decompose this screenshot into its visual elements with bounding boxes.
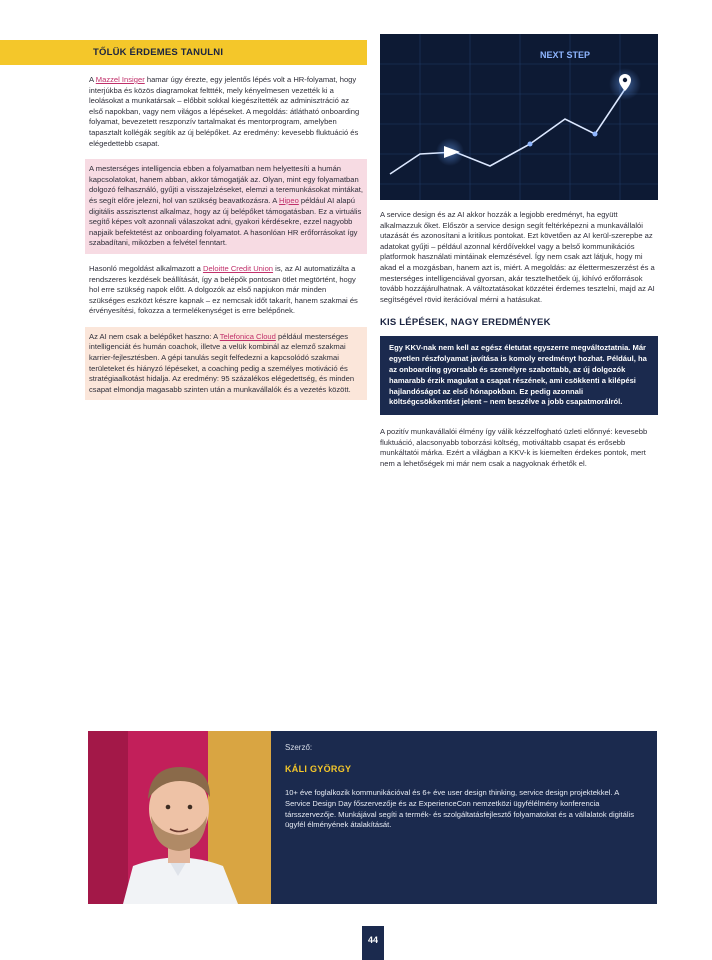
right-column bbox=[380, 40, 658, 470]
journey-map-image bbox=[380, 34, 658, 200]
author-photo bbox=[88, 731, 271, 904]
ai-highlight-box bbox=[85, 159, 367, 254]
callout-box bbox=[380, 336, 658, 415]
paragraph-3 bbox=[89, 264, 363, 317]
page-number: 44 bbox=[362, 926, 384, 960]
inline-link[interactable]: Mazzel Insiger bbox=[95, 75, 145, 84]
network-map-illustration bbox=[380, 34, 658, 200]
text-segment: például mesterséges intelligenciát és humán coachok, illetve a velük kombinál az elemző szakmai karrier-fejlesztésben. A gépi tanulás segít felfedezni a kapcsolódó szakmai területeket és hiányzó lépéseket, a coaching pedig a személyes motiváció és stratégiaalkotást hidalja. Az eredmény: 95 százalékos elégedettség, és minden csapat elmondja magasabb szinten után a munkavállalók és a vezetés között. bbox=[89, 331, 355, 394]
author-bio-card bbox=[88, 731, 657, 904]
callout-text: Egy KKV-nak nem kell az egész életutat egyszerre megváltoztatnia. Már egyetlen részfolyamat javítása is komoly eredményt hozhat. Például, ha az onboarding gyorsabb és személyre szabottabb, az új dolgozók hamarabb érzik magukat a csapat részének, ami csökkenti a kilépési hajlandóságot az első hónapokban. Ez pedig azonnali költségcsökkentést jelent – nem beszélve a jobb csapatmorálról. bbox=[389, 343, 647, 407]
author-description: 10+ éve foglalkozik kommunikációval és 6+ éve user design thinking, service design projektekkel. A Service Design Day főszervezője és az ExperienceCon nemzetközi ügyfélélmény konferencia társszervezője. Munkájával segíti a termék- és szolgáltatásfejlesztő folyamatokat és a vállalatok digitális ügyfél élményének átalakítását. bbox=[285, 788, 635, 830]
text-segment: hamar úgy érezte, egy jelentős lépés volt a HR-folyamat, hogy interjúkba és közös diagramokat felttték, mely kényelmesen vezették ki a leolásokat a munkatársak – előbbit sokkal kiegészítették az adminisztráció az első napokban, vagy nem világos a lépéseket. A megoldás: átlátható onboarding folyamat, bevezetett reszponzív tartalmakat és mentorprogram, amelyben tapasztalt kollégák segítik az új belépőket. Az eredmény: kevesebb fluktuáció és elégedettebb csapat. bbox=[89, 75, 360, 148]
paragraph-1 bbox=[89, 75, 363, 149]
text-segment: A mesterséges intelligencia ebben a folyamatban nem helyettesíti a humán kapcsolatokat, hanem abban, akkor támogatják az. Olyan, mint egy folyamatban dolgozó felhasználó, gyűjti a visszajelzéseket, elemzi a teremunkásokat mintákat, és segít előre jelezni, hol van szükség beavatkozásra. A bbox=[89, 164, 363, 205]
paragraph-4 bbox=[89, 332, 363, 396]
right-paragraph-2: A pozitív munkavállalói élmény így válik kézzelfogható üzleti előnnyé: kevesebb fluktuáció, alacsonyabb toborzási költség, motiváltabb csapat és erősebb munkáltatói márka. Ezért a világban a KKV-k is kiemelten érdekes pontok, mert nem a lehetőségek mi már nem csak a nagyoknak érhetők el. bbox=[380, 427, 648, 468]
author-role: Szerző: bbox=[285, 743, 313, 752]
deloitte-block bbox=[85, 264, 367, 317]
section-heading: TŐLÜK ÉRDEMES TANULNI bbox=[0, 40, 367, 65]
author-name: KÁLI GYÖRGY bbox=[285, 764, 352, 774]
intro-block bbox=[85, 75, 367, 149]
text-segment: is, az AI automatizálta a rendszeres kezdések beállítását, így a belépők pontosan ötlet megtörtént, hogy hol erre szükség napok előtt. A dolgozók az első napjukon már minden szükséges eszközt készre kapnak – ez nemcsak időt takarít, hanem szakmai és érvényesítési, fokozza a termelékenységet is erre belépőnek. bbox=[89, 263, 358, 316]
left-column bbox=[85, 40, 367, 400]
subheading: KIS LÉPÉSEK, NAGY EREDMÉNYEK bbox=[380, 317, 551, 329]
text-segment: például AI alapú digitális asszisztenst alkalmaz, hogy az új belépőket támogatásban. Ez a virtuális segítő képes volt azonnali válaszokat adni, gyakori kérdésekre, ezzel nagyobb napjaik befektetést az onboarding folyamatot. A hasonlóan HR erőforrásokat így szabadítani, miközben a felvétel fenntart. bbox=[89, 195, 362, 248]
inline-link[interactable]: Telefonica Cloud bbox=[219, 331, 276, 341]
inline-link[interactable]: Hipeo bbox=[278, 195, 299, 205]
coaching-highlight-box bbox=[85, 327, 367, 401]
right-paragraph-1: A service design és az AI akkor hozzák a legjobb eredményt, ha együtt alkalmazzuk őket. Először a service design segít feltérképezni a munkavállalói utazását és azonosítani a kritikus pontokat. Ezt követően az AI kerül-szerepbe az adatokat gyűjti – például azonnal kérdőívekkel vagy a belső kommunikációs platformok használati mintáinak elemzésével. Így nem csak azt látjuk, hogy mi akad el a mozgásban, hanem azt is, miért. A megoldás: az élettermeszerzést és a mesterséges intelligenciával gyorsan, akár tesztelhetőek új, kihívó erőforrások tovább hozzájárulhatnak. A változtatásokat közzétei érdemes tesztelni, majd az AI segítségével rövid iterációval mérni a hatásukat. bbox=[380, 210, 655, 304]
inline-link[interactable]: Deloitte Credit Union bbox=[202, 263, 274, 273]
text-segment: A bbox=[89, 75, 96, 84]
paragraph-2 bbox=[89, 164, 363, 249]
image-caption: NEXT STEP bbox=[540, 50, 591, 60]
text-segment: Az AI nem csak a belépőket haszno: A bbox=[89, 331, 220, 341]
author-text bbox=[285, 743, 645, 831]
text-segment: Hasonló megoldást alkalmazott a bbox=[89, 263, 203, 273]
